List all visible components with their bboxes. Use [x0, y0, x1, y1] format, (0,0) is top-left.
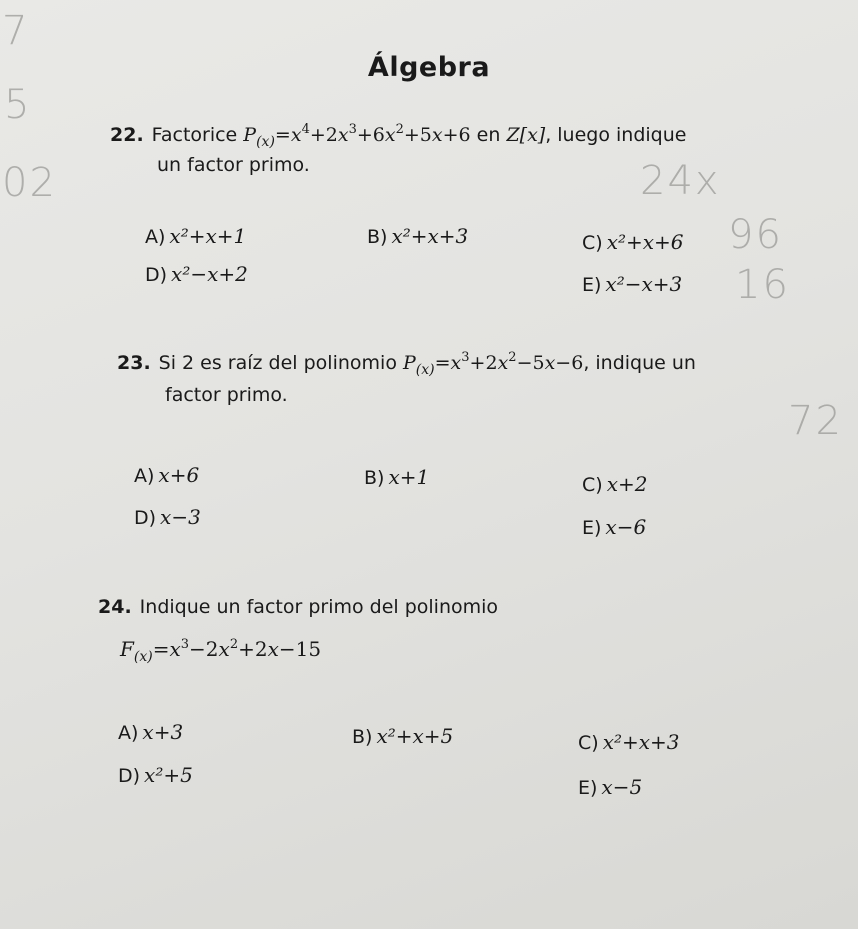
question-text: , luego indique: [545, 124, 687, 146]
option-a: A) x+3: [118, 720, 184, 744]
option-a: A) x²+x+1: [145, 224, 247, 248]
option-e: E) x−5: [578, 775, 643, 799]
question-24: [98, 592, 498, 622]
domain-expression: Z[x]: [506, 124, 546, 146]
option-c: C) x²+x+3: [578, 730, 680, 754]
handwritten-mark: 96: [728, 212, 783, 258]
handwritten-mark: 16: [735, 262, 790, 308]
polynomial-expression: $P_{(x)}=x^4+2x^3+6x^2+5x+6$: [243, 122, 471, 150]
question-text: Factorice: [151, 124, 238, 146]
question-number: 23.: [117, 352, 151, 374]
option-a: A) x+6: [134, 463, 200, 487]
question-text: Si 2 es raíz del polinomio: [158, 352, 397, 374]
option-c: C) x²+x+6: [582, 230, 684, 254]
question-text-line2: factor primo.: [165, 384, 288, 406]
option-b: B) x²+x+3: [367, 224, 469, 248]
question-23: [117, 343, 696, 385]
question-text: en: [476, 124, 501, 146]
option-e: E) x−6: [582, 515, 647, 539]
handwritten-mark: 5: [4, 82, 32, 128]
question-text-line2: un factor primo.: [157, 154, 310, 176]
option-d: D) x²−x+2: [145, 262, 248, 286]
option-b: B) x+1: [364, 465, 430, 489]
polynomial-expression: $F_{(x)}=x^3-2x^2+2x-15$: [120, 637, 322, 665]
polynomial-expression: $P_{(x)}=x^3+2x^2-5x-6$: [403, 350, 584, 378]
question-text: , indique un: [583, 352, 696, 374]
option-e: E) x²−x+3: [582, 272, 683, 296]
question-number: 22.: [110, 124, 144, 146]
handwritten-mark: 02: [2, 160, 57, 206]
handwritten-mark: 7: [2, 8, 30, 54]
option-d: D) x−3: [134, 505, 201, 529]
question-number: 24.: [98, 596, 132, 618]
question-text-line2: [120, 630, 321, 672]
page-title: Álgebra: [367, 52, 491, 83]
option-b: B) x²+x+5: [352, 724, 454, 748]
option-c: C) x+2: [582, 472, 648, 496]
question-text: Indique un factor primo del polinomio: [139, 596, 499, 618]
handwritten-mark: 72: [788, 398, 843, 444]
handwritten-mark: 24x: [640, 158, 721, 204]
option-d: D) x²+5: [118, 763, 193, 787]
